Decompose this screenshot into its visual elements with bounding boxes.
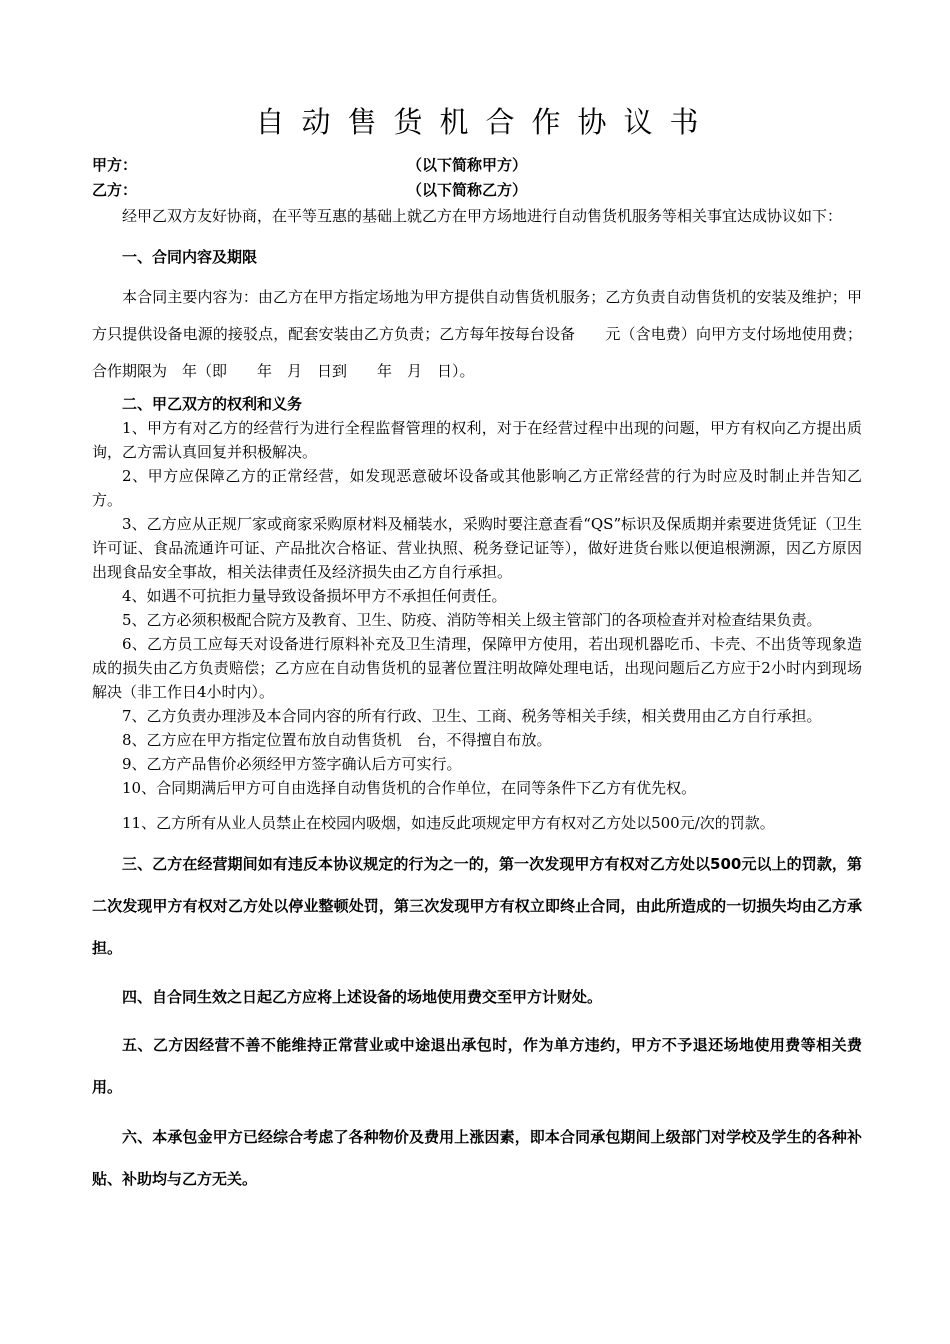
section2-item-3: 3、乙方应从正规厂家或商家采购原材料及桶装水，采购时要注意查看“QS”标识及保质期并索要进货凭证（卫生许可证、食品流通许可证、产品批次合格证、营业执照、税务登记证等），做好进货台账以便追根溯源，因乙方原因出现食品安全事故，相关法律责任及经济损失由乙方自行承担。 <box>92 515 862 581</box>
section2-item-4: 4、如遇不可抗拒力量导致设备损坏甲方不承担任何责任。 <box>122 587 507 605</box>
section4-paragraph: 四、自合同生效之日起乙方应将上述设备的场地使用费交至甲方计财处。 <box>122 988 603 1006</box>
section2-item-6: 6、乙方员工应每天对设备进行原料补充及卫生清理，保障甲方使用，若出现机器吃币、卡壳、不出货等现象造成的损失由乙方负责赔偿；乙方应在自动售货机的显著位置注明故障处理电话，出现问题后乙方应于2小时内到现场解决（非工作日4小时内）。 <box>92 635 862 701</box>
party-a-label: 甲方： <box>92 156 138 174</box>
section6-paragraph: 六、本承包金甲方已经综合考虑了各种物价及费用上涨因素，即本合同承包期间上级部门对学校及学生的各种补贴、补助均与乙方无关。 <box>92 1128 862 1188</box>
section2-item-1: 1、甲方有对乙方的经营行为进行全程监督管理的权利，对于在经营过程中出现的问题，甲方有权向乙方提出质询，乙方需认真回复并积极解决。 <box>92 419 862 461</box>
party-b-line <box>92 178 862 203</box>
party-a-line <box>92 153 862 178</box>
party-b-note: （以下简称乙方） <box>407 181 528 199</box>
section5-paragraph: 五、乙方因经营不善不能维持正常营业或中途退出承包时，作为单方违约，甲方不予退还场地使用费等相关费用。 <box>92 1036 862 1096</box>
section2-heading: 二、甲乙双方的权利和义务 <box>122 395 303 413</box>
section3-paragraph: 三、乙方在经营期间如有违反本协议规定的行为之一的，第一次发现甲方有权对乙方处以500元以上的罚款，第二次发现甲方有权对乙方处以停业整顿处罚，第三次发现甲方有权立即终止合同，由此所造成的一切损失均由乙方承担。 <box>92 855 862 957</box>
section2-item-10: 10、合同期满后甲方可自由选择自动售货机的合作单位，在同等条件下乙方有优先权。 <box>122 779 697 797</box>
section2-item-9: 9、乙方产品售价必须经甲方签字确认后方可实行。 <box>122 755 462 773</box>
intro-paragraph: 经甲乙双方友好协商，在平等互惠的基础上就乙方在甲方场地进行自动售货机服务等相关事宜达成协议如下： <box>122 207 843 225</box>
document-page <box>92 100 862 1200</box>
party-a-note: （以下简称甲方） <box>407 156 528 174</box>
section2-item-7: 7、乙方负责办理涉及本合同内容的所有行政、卫生、工商、税务等相关手续，相关费用由乙方自行承担。 <box>122 707 822 725</box>
section2-item-2: 2、甲方应保障乙方的正常经营，如发现恶意破坏设备或其他影响乙方正常经营的行为时应及时制止并告知乙方。 <box>92 467 862 509</box>
section2-item-11: 11、乙方所有从业人员禁止在校园内吸烟，如违反此项规定甲方有权对乙方处以500元/次的罚款。 <box>122 814 775 832</box>
section2-item-5: 5、乙方必须积极配合院方及教育、卫生、防疫、消防等相关上级主管部门的各项检查并对检查结果负责。 <box>122 611 822 629</box>
section1-body: 本合同主要内容为：由乙方在甲方指定场地为甲方提供自动售货机服务；乙方负责自动售货机的安装及维护；甲方只提供设备电源的接驳点，配套安装由乙方负责；乙方每年按每台设备 元（含电费）向甲方支付场地使用费；合作期限为 年（即 年 月 日到 年 月 日）。 <box>92 288 862 380</box>
section2-item-8: 8、乙方应在甲方指定位置布放自动售货机 台，不得擅自布放。 <box>122 731 552 749</box>
section1-heading: 一、合同内容及期限 <box>122 248 258 266</box>
party-b-label: 乙方： <box>92 181 138 199</box>
document-title: 自动售货机合作协议书 <box>255 105 716 139</box>
